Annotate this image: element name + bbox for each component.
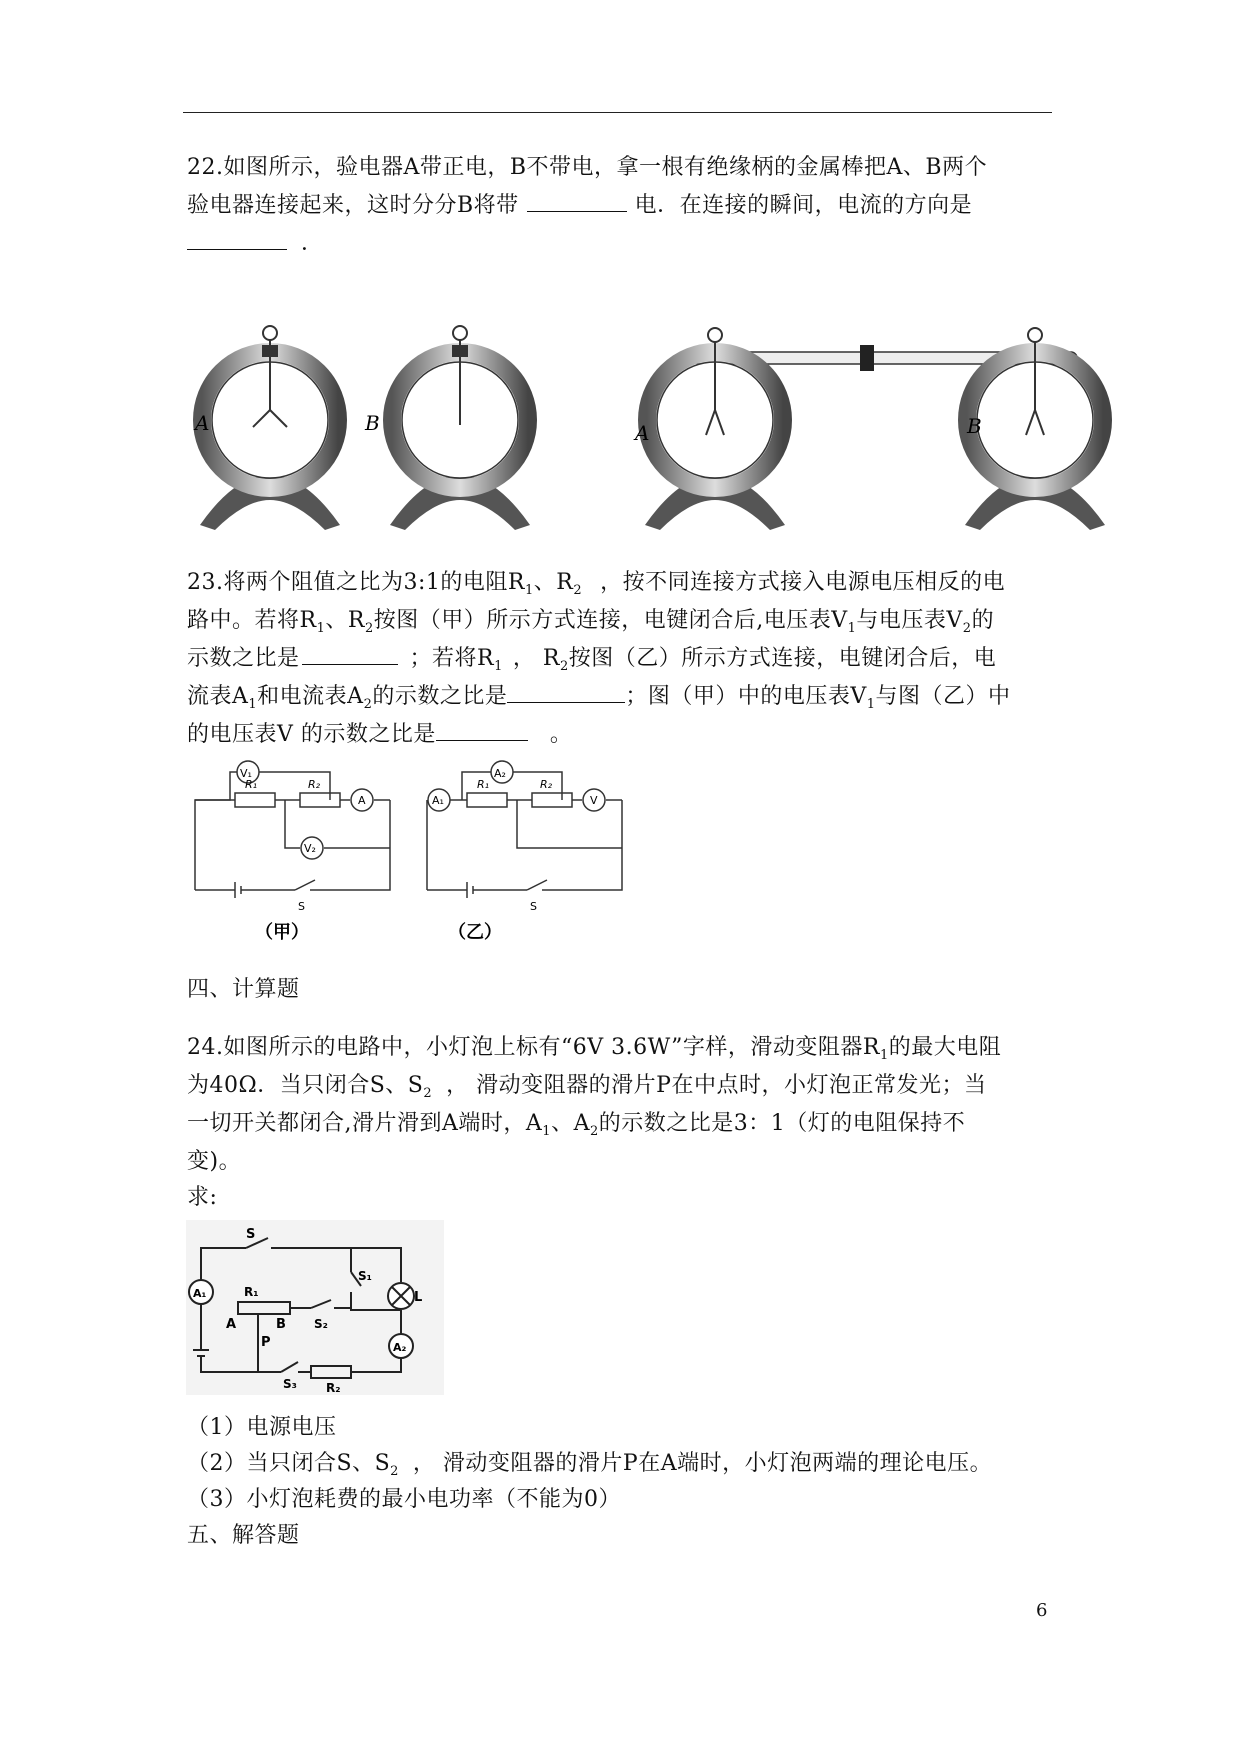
b-end-label: B <box>276 1317 286 1332</box>
q24-line5: 求: <box>187 1185 218 1210</box>
q22-line3: ． <box>187 226 324 262</box>
q24-line1: 24.如图所示的电路中，小灯泡上标有“6V 3.6W”字样，滑动变阻器$R_1$的最大电阻 <box>187 1035 1002 1063</box>
label-b: B <box>365 411 380 435</box>
lamp-label: L <box>414 1290 423 1305</box>
a1-label: A₁ <box>193 1287 207 1300</box>
s3-label: S₃ <box>283 1377 297 1391</box>
circuit-jia <box>195 761 390 898</box>
s2-label: S₂ <box>314 1317 328 1331</box>
q23-circuit-figure <box>190 760 630 945</box>
r2-label-yi: R₂ <box>540 778 553 791</box>
page-number: 6 <box>1036 1600 1048 1621</box>
electroscope-figure <box>185 325 1125 535</box>
a2-label: A₂ <box>494 767 506 780</box>
q24-sub-3: （3）小灯泡耗费的最小电功率（不能为0） <box>187 1487 621 1512</box>
q22-line1: 22.如图所示，验电器A带正电，B不带电，拿一根有绝缘柄的金属棒把A、B两个 <box>187 155 988 180</box>
r1-label: R₁ <box>245 778 258 791</box>
answer-blank[interactable] <box>436 718 528 741</box>
connected-electroscopes <box>645 328 1105 530</box>
electroscope-a <box>200 326 340 530</box>
r1-label: R₁ <box>244 1285 259 1299</box>
q23-line4: 流表$A_1$和电流表$A_2$的示数之比是 ；图（甲）中的电压表$V_1$与图（乙）中 <box>187 679 1011 718</box>
q23-line2: 路中。若将$R_1$、$R_2$按图（甲）所示方式连接，电键闭合后,电压表$V_1$与电压表$V_2$的 <box>187 608 995 636</box>
s-label: S <box>246 1227 256 1242</box>
section-4-heading: 四、计算题 <box>187 977 300 1002</box>
answer-blank[interactable] <box>187 227 287 250</box>
circuit-yi <box>427 761 622 898</box>
q24-line3: 一切开关都闭合,滑片滑到A端时，$A_1$、$A_2$的示数之比是3：1（灯的电阻保持不 <box>187 1111 966 1139</box>
p-label: P <box>261 1335 271 1350</box>
a2-label: A₂ <box>393 1341 407 1354</box>
label-b2: B <box>967 414 982 438</box>
header-rule <box>183 112 1052 113</box>
q23-line1: 23.将两个阻值之比为3:1的电阻$R_1$、$R_2$ ，按不同连接方式接入电源电压相反的电 <box>187 570 1006 598</box>
answer-blank[interactable] <box>302 642 398 665</box>
fig-jia-label: （甲） <box>255 922 309 943</box>
s-label-yi: S <box>530 900 537 913</box>
section-5-heading: 五、解答题 <box>187 1523 300 1548</box>
fig-yi-label: （乙） <box>448 922 502 943</box>
v2-label: V₂ <box>304 842 316 855</box>
r1-label-yi: R₁ <box>477 778 490 791</box>
q23-line5: 的电压表V 的示数之比是 。 <box>187 717 572 753</box>
q24-sub-2: （2）当只闭合S、$S_2$ ， 滑动变阻器的滑片P在A端时，小灯泡两端的理论电压。 <box>187 1451 993 1479</box>
q24-line4: 变)。 <box>187 1149 242 1174</box>
v-label: V <box>590 794 598 807</box>
r2-label: R₂ <box>308 778 321 791</box>
answer-blank[interactable] <box>507 680 625 703</box>
a-end-label: A <box>226 1317 237 1332</box>
s1-label: S₁ <box>358 1269 372 1283</box>
q24-circuit-figure <box>186 1220 444 1395</box>
q22-line2: 验电器连接起来，这时分分B将带 电．在连接的瞬间，电流的方向是 <box>187 188 972 224</box>
s-label: S <box>298 900 305 913</box>
answer-blank[interactable] <box>527 189 627 212</box>
label-a: A <box>195 411 210 435</box>
a1-label: A₁ <box>432 794 444 807</box>
q24-sub-1: （1）电源电压 <box>187 1415 337 1440</box>
electroscope-b <box>390 326 530 530</box>
q23-line3: 示数之比是 ；若将$R_1$ ， $R_2$按图（乙）所示方式连接，电键闭合后，电 <box>187 641 996 680</box>
a-label: A <box>358 794 366 807</box>
r2-label: R₂ <box>326 1381 341 1395</box>
label-a2: A <box>635 421 650 445</box>
v1-label: V₁ <box>240 767 252 780</box>
q24-line2: 为40Ω．当只闭合S、$S_2$ ， 滑动变阻器的滑片P在中点时，小灯泡正常发光；当 <box>187 1073 987 1101</box>
